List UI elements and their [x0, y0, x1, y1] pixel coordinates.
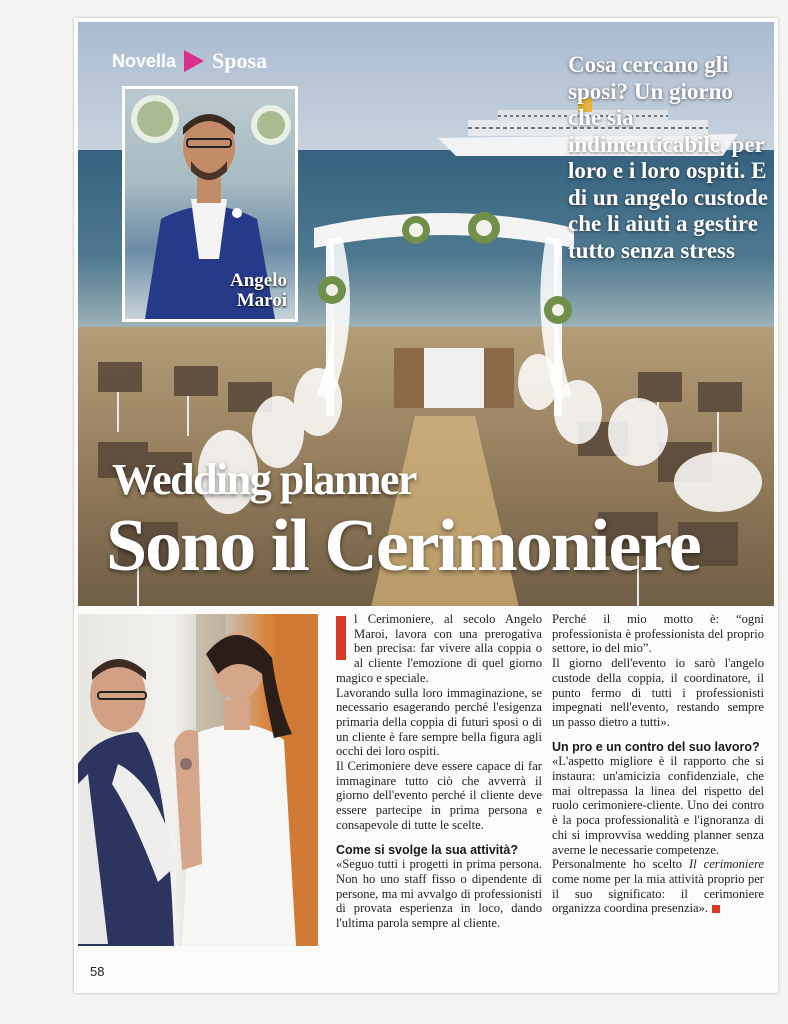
article-paragraph — [336, 612, 542, 686]
interview-question: Come si svolge la sua attività? — [336, 842, 519, 857]
business-name: Il cerimoniere — [688, 857, 764, 872]
couple-photo-illustration — [78, 614, 318, 946]
kicker: Wedding planner — [112, 455, 416, 504]
article-column-2 — [552, 612, 764, 916]
portrait-photo — [122, 86, 298, 322]
interview-answer-closing — [552, 857, 764, 916]
brand-logo — [112, 48, 267, 74]
hero-photo — [78, 22, 774, 606]
magazine-page — [74, 18, 778, 993]
portrait-caption-first: Angelo — [230, 270, 287, 291]
answer-text-before: Personalmente ho scelto — [552, 857, 689, 872]
article-paragraph: Il Cerimoniere deve essere capace di far immaginare tutto ciò che avverrà il giorno dell'evento perché il cliente deve essere partecipe in prima persona e consapevole di tutte le scelte. — [336, 759, 542, 832]
couple-photo — [78, 614, 318, 946]
article-column-1 — [336, 612, 542, 931]
intro-deck: Cosa cercano gli sposi? Un giorno che sia indimenticabile, per loro e i loro ospiti. E di un angelo custode che li aiuti a gestire tutto senza stress — [568, 52, 769, 263]
article-paragraph: Lavorando sulla loro immaginazione, se necessario esagerando perché l'esigenza primaria della coppia di futuri sposi o di un cliente è fare sempre bella figura agli occhi dei loro ospiti. — [336, 685, 542, 759]
article-paragraph: Perché il mio motto è: “ogni professionista è professionista del proprio settore, io del mio”. — [552, 612, 764, 656]
page-number: 58 — [90, 964, 105, 979]
section-name: Sposa — [212, 48, 268, 73]
drop-cap-marker — [336, 616, 346, 660]
play-arrow-icon — [184, 50, 204, 72]
interview-answer: «L'aspetto migliore è il rapporto che si instaura: un'amicizia confidenziale, che mai oltrepassa la linea del rispetto del ruolo cerimoniere-cliente. Uno dei contro è la poca professionalità e l'ignoranza di chi si improvvisa wedding planner senza averne le necessarie competenze. — [552, 754, 764, 857]
article-paragraph: Il giorno dell'evento io sarò l'angelo custode della coppia, il coordinatore, il punto fermo di tutti i professionisti impegnati nell'evento, restando sempre un passo dietro a tutti». — [552, 656, 764, 729]
lead-paragraph: l Cerimoniere, al secolo Angelo Maroi, lavora con una prerogativa ben precisa: far vivere alla coppia o al cliente l'emozione di quel giorno magico e speciale. — [336, 612, 542, 685]
interview-answer: «Seguo tutti i progetti in prima persona. Non ho uno staff fisso o dipendente di persone, ma mi avvalgo di professionisti di provata esperienza in loco, dando l'ultima parola sempre al cliente. — [336, 857, 542, 931]
brand-name: Novella — [112, 50, 177, 71]
portrait-caption-last: Maroi — [236, 290, 287, 311]
answer-text-after: come nome per la mia attività proprio per il suo significato: il cerimoniere organizza coordina presenzia». — [552, 871, 764, 916]
headline: Sono il Cerimoniere — [106, 505, 700, 587]
portrait-caption — [230, 271, 287, 311]
interview-question: Un pro e un contro del suo lavoro? — [552, 739, 760, 754]
end-of-article-marker — [712, 905, 720, 913]
